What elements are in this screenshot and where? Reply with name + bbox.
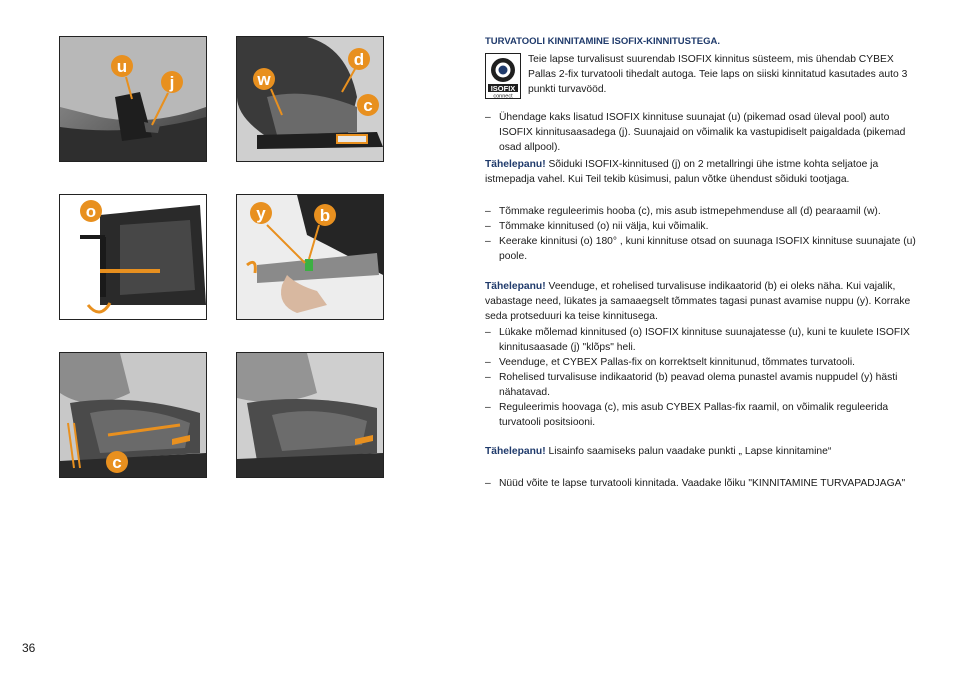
label-y: y [256,204,266,223]
label-b: b [319,206,331,225]
page-number: 36 [22,641,36,655]
isofix-logo-text: ISOFIX [490,84,516,93]
figure-3-extend-latches [59,194,207,320]
label-c: c [363,96,373,115]
steps-group-3 [485,325,925,430]
label-c-2: c [112,453,122,472]
figure-6-seat-adjusted [236,352,384,478]
figure-2-adjust-lever [236,36,384,162]
isofix-connect-logo [485,53,521,99]
list-item: – Tõmmake kinnitused (o) nii välja, kui võimalik. [485,221,709,232]
list-item: – Tõmmake reguleerimis hooba (c), mis asub istmepehmenduse all (d) pearaamil (w). [485,206,881,217]
steps-group-2 [485,204,925,264]
label-j: j [169,73,175,92]
intro-text: Teie lapse turvalisust suurendab ISOFIX kinnitus süsteem, mis ühendab CYBEX Pallas 2-fix turvatooli tihedalt autoga. Teie laps on siiski kinnitatud kasutades auto 3 punkti turvavööd. [528,54,908,95]
list-item: – Rohelised turvalisuse indikaatorid (b) peavad olema punastel avamis nuppudel (y) hästi nähatavad. [485,372,898,398]
list-item: – Keerake kinnitusi (o) 180° , kuni kinnituse otsad on suunaga ISOFIX kinnituse suunajate (u) poole. [485,236,916,262]
label-d: d [353,50,365,69]
final-step: – Nüüd võite te lapse turvatooli kinnitada. Vaadake lõiku "KINNITAMINE TURVAPADJAGA" [485,478,906,489]
list-item: – Lükake mõlemad kinnitused (o) ISOFIX kinnituse suunajatesse (u), kuni te kuulete ISOFIX kinnitusaasade (j) "klõps" heli. [485,327,910,353]
figure-5-seat-installed [59,352,207,478]
label-u: u [116,57,128,76]
list-item: – Veenduge, et CYBEX Pallas-fix on korrektselt kinnitunud, tõmmates turvatooli. [485,357,855,368]
warning-2: Tähelepanu! Veenduge, et rohelised turvalisuse indikaatorid (b) ei oleks näha. Kui vajalik, vabastage need, lükates ja samaaegselt tõmmates tagasi punast avamise nuppu (y). Korrake seda protseduuri ka teise kinnitusega. [485,281,911,322]
step-1: – Ühendage kaks lisatud ISOFIX kinnituse suunajat (u) (pikemad osad üleval pool) auto ISOFIX kinnitusaasadega (j). Suunajaid on võimalik ka vastupidiselt paigaldada (pikemad osad allpool). [485,112,906,153]
figure-1-isofix-guides [59,36,207,162]
label-w: w [257,70,271,89]
list-item: – Reguleerimis hoovaga (c), mis asub CYBEX Pallas-fix raamil, on võimalik reguleerida turvatooli positsiooni. [485,402,889,428]
warning-1: Tähelepanu! Sõiduki ISOFIX-kinnitused (j) on 2 metallringi ühe istme kohta seljatoe ja istmepadja vahel. Kui Teil tekib küsimusi, palun võtke ühendust sõiduki tootjaga. [485,159,879,185]
label-o: o [85,202,97,221]
section-heading: TURVATOOLI KINNITAMINE ISOFIX-KINNITUSTEGA. [485,36,721,47]
isofix-logo-sub: connect [493,93,513,99]
warning-3: Tähelepanu! Lisainfo saamiseks palun vaadake punkti „ Lapse kinnitamine“ [485,446,832,457]
figure-4-release-button [236,194,384,320]
